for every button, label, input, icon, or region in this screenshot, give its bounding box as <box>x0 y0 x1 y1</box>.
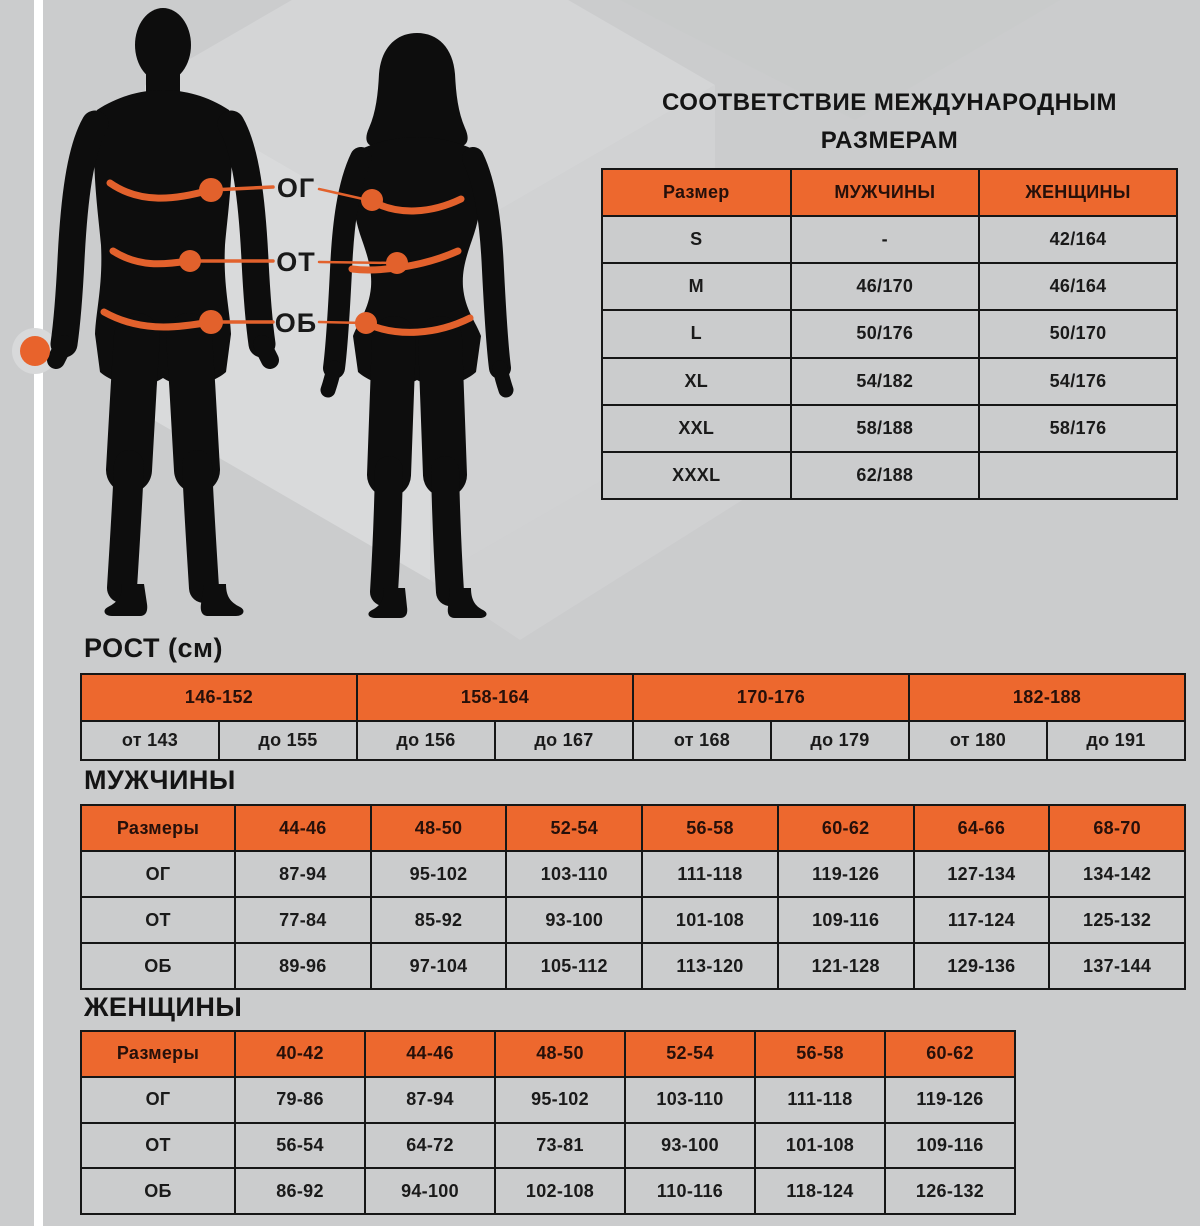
women-value-cell: 118-124 <box>756 1169 884 1213</box>
men-value-cell: 95-102 <box>372 852 506 896</box>
men-value-cell: 119-126 <box>779 852 913 896</box>
men-value-cell: 85-92 <box>372 898 506 942</box>
women-value-cell: 86-92 <box>236 1169 364 1213</box>
men-size-cell: 68-70 <box>1050 806 1184 850</box>
man-hips-dot <box>199 310 223 334</box>
intl-header-cell: МУЖЧИНЫ <box>792 170 979 215</box>
height-range-cell: до 167 <box>496 722 632 759</box>
height-range-cell: от 143 <box>82 722 218 759</box>
intl-size-label-cell: L <box>603 311 790 356</box>
men-value-cell: 113-120 <box>643 944 777 988</box>
woman-hips-dot <box>355 312 377 334</box>
women-value-cell: 119-126 <box>886 1078 1014 1122</box>
men-value-cell: 125-132 <box>1050 898 1184 942</box>
women-size-cell: 40-42 <box>236 1032 364 1076</box>
men-value-cell: 97-104 <box>372 944 506 988</box>
height-table <box>80 673 1186 761</box>
height-group-cell: 170-176 <box>634 675 908 720</box>
women-value-cell: 103-110 <box>626 1078 754 1122</box>
women-size-cell: 60-62 <box>886 1032 1014 1076</box>
men-value-cell: 121-128 <box>779 944 913 988</box>
body-measurement-figure <box>0 0 620 630</box>
intl-value-cell: 46/170 <box>792 264 979 309</box>
intl-value-cell: 50/170 <box>980 311 1176 356</box>
man-waist-dot <box>179 250 201 272</box>
height-range-cell: до 155 <box>220 722 356 759</box>
stripe-dot <box>20 336 50 366</box>
women-value-cell: 109-116 <box>886 1124 1014 1168</box>
women-row-label-cell: ОБ <box>82 1169 234 1213</box>
intl-value-cell: 42/164 <box>980 217 1176 262</box>
men-value-cell: 109-116 <box>779 898 913 942</box>
men-value-cell: 87-94 <box>236 852 370 896</box>
intl-title <box>601 84 1178 160</box>
men-table <box>80 804 1186 990</box>
women-table <box>80 1030 1016 1215</box>
women-size-cell: 44-46 <box>366 1032 494 1076</box>
intl-value-cell: 58/188 <box>792 406 979 451</box>
intl-size-table <box>601 168 1178 500</box>
woman-chest-dot <box>361 189 383 211</box>
men-size-cell: 44-46 <box>236 806 370 850</box>
woman-silhouette <box>328 33 506 618</box>
intl-size-label-cell: M <box>603 264 790 309</box>
height-group-cell: 158-164 <box>358 675 632 720</box>
men-size-cell: 60-62 <box>779 806 913 850</box>
men-row-label-cell: ОБ <box>82 944 234 988</box>
women-value-cell: 111-118 <box>756 1078 884 1122</box>
intl-header-cell: ЖЕНЩИНЫ <box>980 170 1176 215</box>
men-section-title: МУЖЧИНЫ <box>84 765 236 795</box>
intl-value-cell: 58/176 <box>980 406 1176 451</box>
men-value-cell: 101-108 <box>643 898 777 942</box>
women-value-cell: 101-108 <box>756 1124 884 1168</box>
intl-size-label-cell: XXXL <box>603 453 790 498</box>
men-value-cell: 117-124 <box>915 898 1049 942</box>
intl-title-line1: СООТВЕТСТВИЕ МЕЖДУНАРОДНЫМ <box>661 89 1118 116</box>
women-value-cell: 87-94 <box>366 1078 494 1122</box>
intl-value-cell <box>980 453 1176 498</box>
height-range-cell: от 180 <box>910 722 1046 759</box>
men-value-cell: 134-142 <box>1050 852 1184 896</box>
height-range-cell: до 191 <box>1048 722 1184 759</box>
women-value-cell: 64-72 <box>366 1124 494 1168</box>
men-row-label-cell: ОГ <box>82 852 234 896</box>
height-range-cell: от 168 <box>634 722 770 759</box>
women-row-label-cell: ОТ <box>82 1124 234 1168</box>
chest-girth-label: ОГ <box>276 173 316 203</box>
intl-value-cell: 54/176 <box>980 359 1176 404</box>
women-value-cell: 56-54 <box>236 1124 364 1168</box>
intl-title-line2: РАЗМЕРАМ <box>820 127 959 154</box>
intl-size-label-cell: S <box>603 217 790 262</box>
intl-value-cell: - <box>792 217 979 262</box>
height-group-cell: 182-188 <box>910 675 1184 720</box>
height-section-title: РОСТ (см) <box>84 633 223 663</box>
men-value-cell: 77-84 <box>236 898 370 942</box>
man-chest-dot <box>199 178 223 202</box>
height-range-cell: до 179 <box>772 722 908 759</box>
waist-girth-label: ОТ <box>276 247 316 277</box>
women-value-cell: 110-116 <box>626 1169 754 1213</box>
height-group-cell: 146-152 <box>82 675 356 720</box>
woman-waist-dot <box>386 252 408 274</box>
women-row-label-cell: ОГ <box>82 1078 234 1122</box>
intl-value-cell: 62/188 <box>792 453 979 498</box>
intl-value-cell: 54/182 <box>792 359 979 404</box>
men-value-cell: 89-96 <box>236 944 370 988</box>
men-size-cell: 56-58 <box>643 806 777 850</box>
men-size-cell: 52-54 <box>507 806 641 850</box>
men-size-cell: 64-66 <box>915 806 1049 850</box>
women-size-cell: 48-50 <box>496 1032 624 1076</box>
men-value-cell: 103-110 <box>507 852 641 896</box>
men-value-cell: 105-112 <box>507 944 641 988</box>
women-value-cell: 94-100 <box>366 1169 494 1213</box>
men-row-label-cell: ОТ <box>82 898 234 942</box>
women-value-cell: 126-132 <box>886 1169 1014 1213</box>
women-value-cell: 79-86 <box>236 1078 364 1122</box>
men-value-cell: 127-134 <box>915 852 1049 896</box>
intl-size-label-cell: XL <box>603 359 790 404</box>
intl-size-label-cell: XXL <box>603 406 790 451</box>
intl-value-cell: 50/176 <box>792 311 979 356</box>
men-size-cell: 48-50 <box>372 806 506 850</box>
women-value-cell: 73-81 <box>496 1124 624 1168</box>
men-value-cell: 137-144 <box>1050 944 1184 988</box>
women-value-cell: 95-102 <box>496 1078 624 1122</box>
men-value-cell: 111-118 <box>643 852 777 896</box>
intl-value-cell: 46/164 <box>980 264 1176 309</box>
women-value-cell: 102-108 <box>496 1169 624 1213</box>
intl-header-cell: Размер <box>603 170 790 215</box>
women-size-cell: 56-58 <box>756 1032 884 1076</box>
man-silhouette <box>56 8 270 616</box>
men-value-cell: 93-100 <box>507 898 641 942</box>
women-value-cell: 93-100 <box>626 1124 754 1168</box>
height-range-cell: до 156 <box>358 722 494 759</box>
women-size-cell: 52-54 <box>626 1032 754 1076</box>
women-sizes-header-cell: Размеры <box>82 1032 234 1076</box>
women-section-title: ЖЕНЩИНЫ <box>84 992 243 1022</box>
men-sizes-header-cell: Размеры <box>82 806 234 850</box>
men-value-cell: 129-136 <box>915 944 1049 988</box>
hips-girth-label: ОБ <box>274 308 318 338</box>
